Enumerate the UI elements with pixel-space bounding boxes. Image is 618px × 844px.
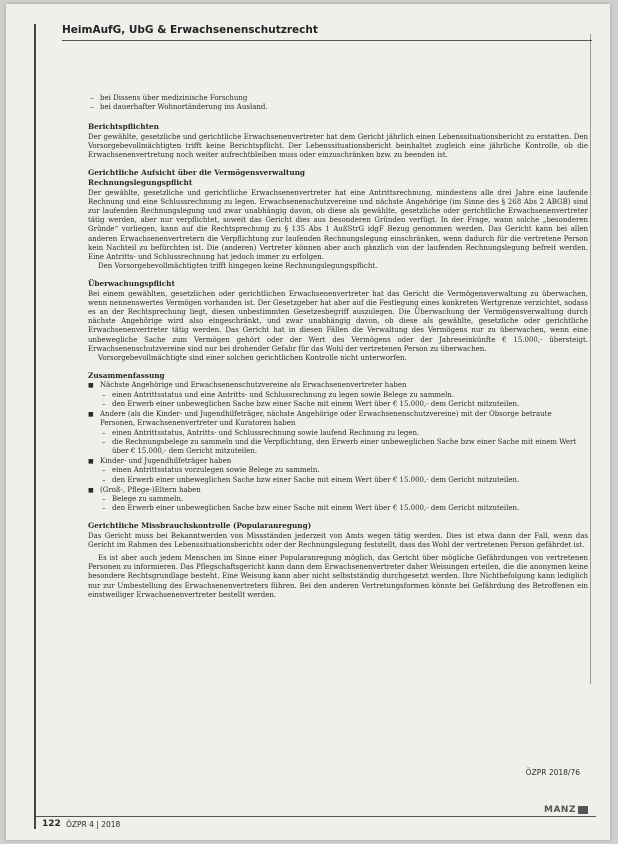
summary-subitem: – einen Antrittsstatus, Antritts- und Schlussrechnung sowie laufend Rechnung zu legen. [100, 429, 588, 438]
section-heading-aufsicht: Gerichtliche Aufsicht über die Vermögensverwaltung [88, 168, 306, 178]
summary-item [88, 457, 588, 485]
publisher-logo: MANZ [544, 805, 588, 815]
summary-item [88, 410, 588, 456]
publisher-logo-icon [578, 806, 588, 814]
intro-bullet-list [88, 94, 588, 112]
article-body [88, 94, 588, 604]
left-margin-rule [34, 24, 36, 829]
intro-bullet: – bei Dissens über medizinische Forschung [88, 94, 588, 103]
paragraph: Bei einem gewählten, gesetzlichen oder gerichtlichen Erwachsenenvertreter hat das Gericht die Vermögensverwaltung zu überwachen, wenn nennenswertes Vermögen vorhanden ist. Der Gesetzgeber hat aber auf die Festlegung eines konkreten Wertgrenze verzichtet, sodass es an der Rechtsprechung liegt, diesen unbestimmten Gesetzesbegriff auszulegen. Die Überwachung der Vermögensverwaltung durch nächste Angehörige wird also eingeschränkt, und zwar unabhängig davon, ob diese als gewählte, gesetzliche oder gerichtliche Erwachsenenvertreter tätig werden. Das Gericht hat in diesen Fällen die Verwaltung des Vermögens nur zu überwachen, wenn eine unbewegliche Sache zum Vermögen gehört oder der Wert des Vermögens oder der Jahreseinkünfte € 15.000,- übersteigt. Erwachsenenschutzvereine sind nur bei drohender Gefahr für das Wohl der vertretenen Person zu überwachen. [88, 289, 588, 353]
paragraph: Den Vorsorgebevollmächtigten trifft hingegen keine Rechnungslegungspflicht. [98, 262, 378, 271]
summary-subitem: – den Erwerb einer unbeweglichen Sache bzw einer Sache mit einem Wert über € 15.000,- dem Gericht mitzuteilen. [100, 476, 588, 485]
summary-item-lead: Kinder- und Jugendhilfeträger haben [100, 457, 232, 466]
page-number: 122 [42, 819, 61, 829]
summary-item-lead: Andere (als die Kinder- und Jugendhilfeträger, nächste Angehörige oder Erwachsenenschutzvereine) mit der Obsorge betraute Personen, Erwachsenenvertreter und Kuratoren haben [100, 410, 552, 428]
intro-bullet: – bei dauerhafter Wohnortänderung ins Ausland. [88, 103, 588, 112]
section-heading-berichtspflichten: Berichtspflichten [88, 122, 159, 132]
summary-subitem: – einen Antrittsstatus vorzulegen sowie Belege zu sammeln. [100, 466, 588, 475]
page-footer [36, 805, 596, 831]
paragraph: Es ist aber auch jedem Menschen im Sinne einer Popularanregung möglich, das Gericht über mögliche Gefährdungen von vertretenen Personen zu informieren. Das Pflegschaftsgericht kann dann dem Erwachsenenvertreter daher Weisungen erteilen, die die anonymen keine besondere Rechtsgrundlage besteht. Eine Weisung kann aber nicht selbstständig durchgesetzt werden. Ihre Nichtbefolgung kann lediglich nur zur Umbestellung des Erwachsenenvertreters führen. Bei den anderen Vertretungsformen könnte bei Gefährdung des Betroffenen ein einstweiliger Erwachsenenvertreter bestellt werden. [88, 553, 588, 599]
summary-subitem: – den Erwerb einer unbeweglichen Sache bzw einer Sache mit einem Wert über € 15.000,- dem Gericht mitzuteilen. [100, 504, 588, 513]
summary-list [88, 381, 588, 513]
document-page [6, 4, 610, 840]
summary-subitem: – den Erwerb einer unbeweglichen Sache bzw einer Sache mit einem Wert über € 15.000,- dem Gericht mitzuteilen. [100, 400, 588, 409]
subheading-rechnungslegung: Rechnungslegungspflicht [88, 178, 193, 188]
summary-subitem: – Belege zu sammeln. [100, 495, 588, 504]
section-heading-missbrauch: Gerichtliche Missbrauchskontrolle (Popularanregung) [88, 521, 312, 531]
journal-issue: ÖZPR 4 | 2018 [66, 820, 121, 829]
running-header: HeimAufG, UbG & Erwachsenenschutzrecht [62, 20, 592, 41]
summary-item-lead: Nächste Angehörige und Erwachsenenschutzvereine als Erwachsenenvertreter haben [100, 381, 407, 390]
summary-subitem: – einen Antrittsstatus und eine Antritts- und Schlussrechnung zu legen sowie Belege zu sammeln. [100, 391, 588, 400]
section-heading-zusammenfassung: Zusammenfassung [88, 371, 165, 381]
paragraph: Der gewählte, gesetzliche und gerichtliche Erwachsenenvertreter hat eine Antrittsrechnung, mindestens alle drei Jahre eine laufende Rechnung und eine Schlussrechnung zu legen. Erwachsenenschutzvereine und nächste Angehörige (im Sinne des § 268 Abs 2 ABGB) sind zur laufenden Rechnungslegung und zwar unabhängig davon, ob diese als gewählte, gesetzliche oder gerichtliche Erwachsenenvertreter tätig werden, aber nur verpflichtet, soweit das Gericht dies aus besonderen Gründen verfügt. In der Frage, wann solche „besonderen Gründe“ vorliegen, kann auf die Rechtsprechung zu § 135 Abs 1 AußStrG idgF Bezug genommen werden. Das Gericht kann bei allen anderen Erwachsenenvertretern die Verpflichtung zur laufenden Rechnungslegung einschränken, wenn dadurch für die vertretene Person kein Nachteil zu befürchten ist. Die (anderen) Vertreter können aber auch gänzlich von der laufenden Rechnungslegung befreit werden. Eine Antritts- und Schlussrechnung hat jedoch immer zu erfolgen. [88, 188, 588, 262]
right-margin-rule [590, 34, 591, 684]
paragraph: Das Gericht muss bei Bekanntwerden von Missständen jederzeit von Amts wegen tätig werden. Dies ist etwa dann der Fall, wenn das Gericht im Rahmen des Lebenssituationsberichts oder der Rechnungslegung feststellt, dass das Wohl der vertretenen Person gefährdet ist. [88, 531, 588, 549]
citation: ÖZPR 2018/76 [525, 768, 580, 777]
summary-item [88, 486, 588, 514]
summary-item [88, 381, 588, 409]
section-heading-ueberwachung: Überwachungspflicht [88, 279, 175, 289]
paragraph: Vorsorgebevollmächtigte sind einer solchen gerichtlichen Kontrolle nicht unterworfen. [98, 354, 407, 363]
paragraph: Der gewählte, gesetzliche und gerichtliche Erwachsenenvertreter hat dem Gericht jährlich einen Lebenssituationsbericht zu erstatten. Den Vorsorgebevollmächtigten trifft keine Berichtspflicht. Der Lebenssituationsbericht beinhaltet zugleich eine jährliche Kontrolle, ob die Erwachsenenvertretung noch weiter aufrechtbleiben muss oder einzuschränken bzw. zu beenden ist. [88, 132, 588, 160]
summary-item-lead: (Groß-, Pflege-)Eltern haben [100, 485, 201, 494]
summary-subitem: – die Rechnungsbelege zu sammeln und die Verpflichtung, den Erwerb einer unbeweglichen Sache bzw einer Sache mit einem Wert über € 15.000,- dem Gericht mitzuteilen. [100, 438, 588, 456]
